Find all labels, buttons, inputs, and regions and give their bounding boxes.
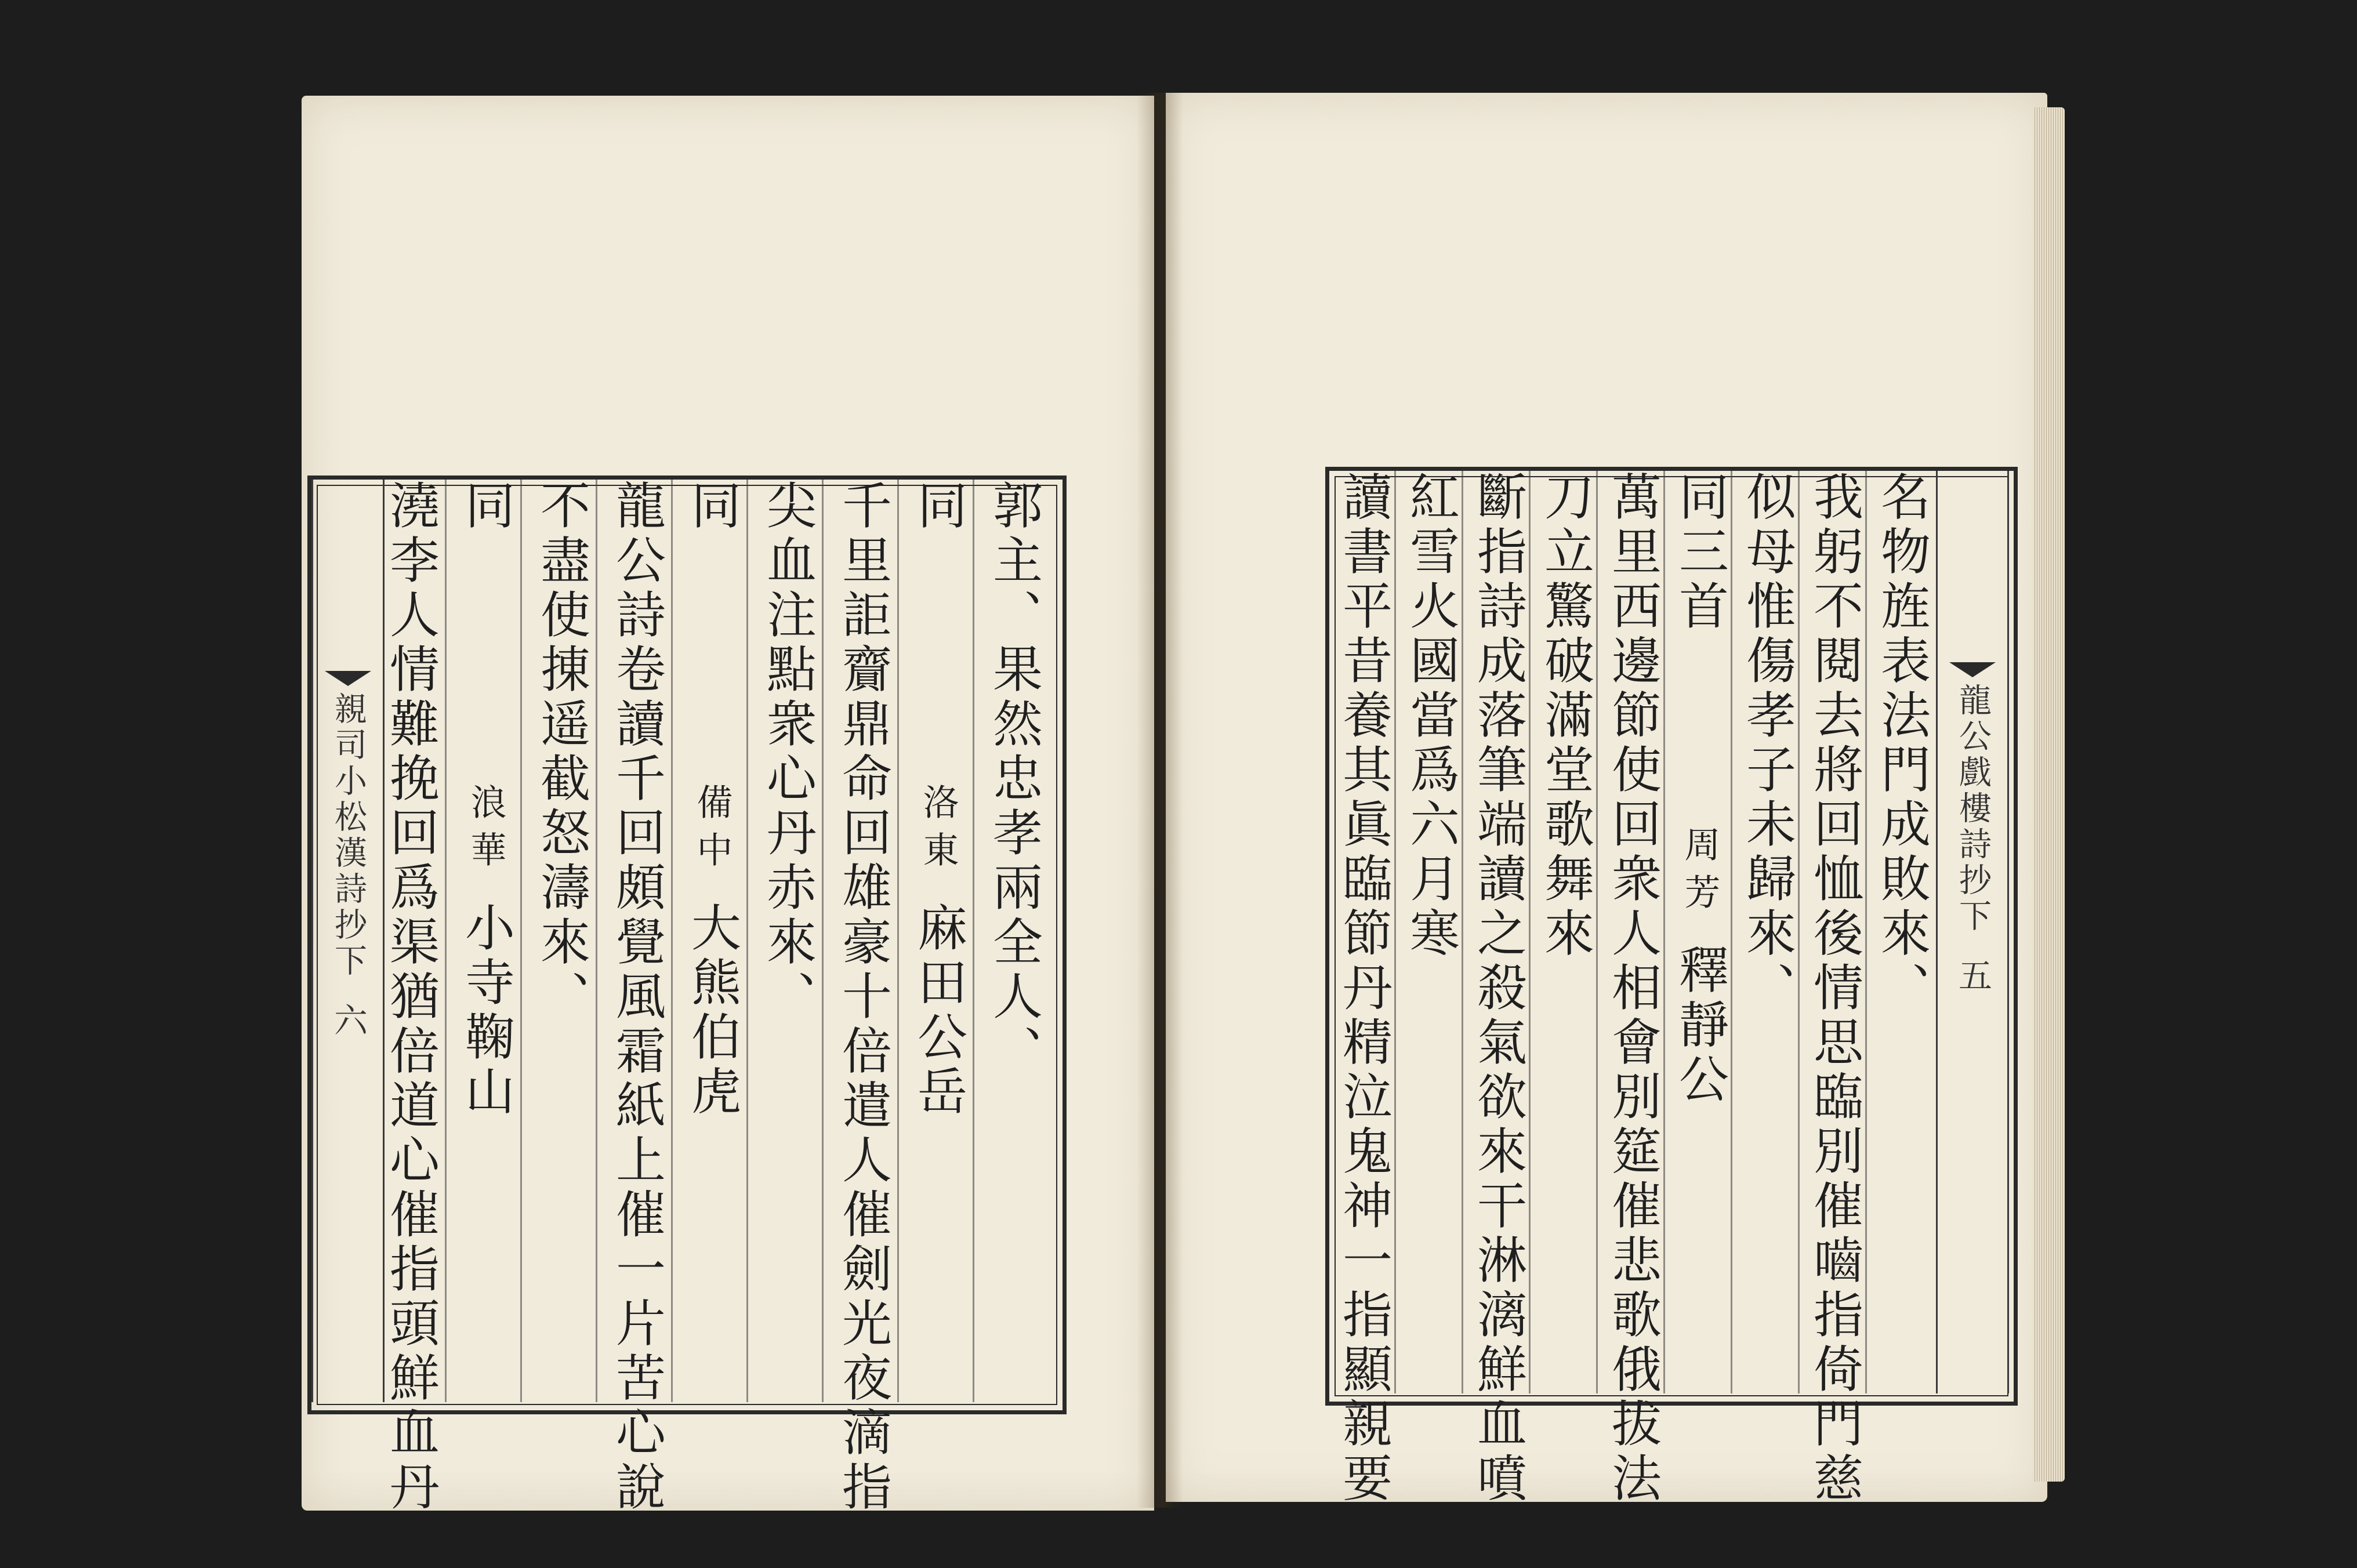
author-name: 小寺鞠山	[456, 902, 514, 1120]
poem-text: 我躬不閱去將回恤後情思臨別催嚙指倚門慈	[1805, 471, 1863, 1507]
author-place: 周芳	[1678, 826, 1721, 921]
fishtail-mark	[325, 671, 371, 686]
author-place: 浪華	[465, 783, 507, 879]
poem-text: 郭主、果然忠孝兩全人、	[984, 480, 1042, 1079]
column-rule	[445, 480, 447, 1402]
poem-text: 萬里西邊節使回衆人相會別筵催悲歌俄拔法	[1603, 471, 1661, 1507]
poem-text: 千里詎齎鼎命回雄豪十倍遣人催劍光夜滴指	[833, 480, 891, 1515]
column-rule	[1596, 471, 1598, 1393]
right-column-3	[1738, 471, 1796, 1016]
right-column-8	[1401, 471, 1459, 961]
page-edges	[2033, 107, 2065, 1482]
poem-text: 名物旌表法門成敗來、	[1872, 471, 1930, 1016]
author-place: 洛東	[917, 783, 959, 879]
column-rule	[1731, 471, 1732, 1393]
poem-text: 紅雪火國當爲六月寒	[1401, 471, 1459, 961]
left-column-1	[984, 480, 1042, 1079]
column-rule	[1663, 471, 1665, 1393]
column-rule	[746, 480, 748, 1402]
left-column-5	[683, 480, 741, 1120]
poem-heading: 同三首	[1670, 471, 1728, 634]
left-column-2	[909, 480, 967, 1120]
poem-heading: 同	[909, 480, 967, 534]
poem-text: 龍公詩卷讀千回頗覺風霜紙上催一片苦心說	[607, 480, 665, 1515]
author-name: 釋靜公	[1670, 944, 1728, 1108]
column-rule	[520, 480, 522, 1402]
author-name: 麻田公岳	[909, 902, 967, 1120]
right-column-9	[1334, 471, 1392, 1507]
column-rule	[596, 480, 597, 1402]
author-place: 備中	[691, 783, 733, 879]
poem-text: 似母惟傷孝子未歸來、	[1738, 471, 1796, 1016]
left-column-3	[833, 480, 891, 1515]
left-text-block	[307, 476, 1067, 1515]
column-rule	[973, 480, 974, 1402]
right-column-2	[1805, 471, 1863, 1507]
right-page-number: 五	[1953, 958, 1992, 992]
poem-text: 斷指詩成落筆端讀之殺氣欲來干淋漓鮮血噴	[1468, 471, 1526, 1507]
right-column-6	[1536, 471, 1594, 961]
column-rule	[897, 480, 899, 1402]
left-column-8	[456, 480, 514, 1120]
column-rule	[1462, 471, 1463, 1393]
poem-text: 讀書平昔養其眞臨節丹精泣鬼神一指顯親要	[1334, 471, 1392, 1507]
right-column-7	[1468, 471, 1526, 1507]
column-rule	[1798, 471, 1800, 1393]
poem-text: 尖血注點衆心丹赤來、	[758, 480, 816, 1025]
column-rule	[1529, 471, 1531, 1393]
column-rule	[671, 480, 673, 1402]
left-column-4	[758, 480, 816, 1025]
column-rule	[1865, 471, 1867, 1393]
poem-text: 刀立驚破滿堂歌舞來	[1536, 471, 1594, 961]
poem-heading: 同	[456, 480, 514, 534]
poem-heading: 同	[683, 480, 741, 534]
book-gutter	[1137, 93, 1183, 1508]
left-book-title: 親司小松漢詩抄下	[329, 692, 367, 979]
right-text-block	[1325, 467, 2018, 1507]
right-column-1	[1872, 471, 1930, 1016]
right-column-4	[1670, 471, 1728, 1108]
right-center-column	[1936, 471, 2009, 1393]
poem-text: 不盡使㨂遥截怒濤來、	[532, 480, 590, 1025]
left-page-number: 六	[328, 1003, 368, 1036]
left-center-column	[311, 480, 385, 1402]
right-column-5	[1603, 471, 1661, 1507]
right-book-title: 龍公戲樓詩抄下	[1954, 683, 1992, 935]
left-column-7	[532, 480, 590, 1025]
column-rule	[1394, 471, 1396, 1393]
author-name: 大熊伯虎	[683, 902, 741, 1120]
left-column-9	[381, 480, 439, 1515]
poem-text: 澆李人情難挽回爲渠猶倍道心催指頭鮮血丹	[381, 480, 439, 1515]
fishtail-mark	[1949, 662, 1996, 677]
column-rule	[822, 480, 824, 1402]
left-column-6	[607, 480, 665, 1515]
